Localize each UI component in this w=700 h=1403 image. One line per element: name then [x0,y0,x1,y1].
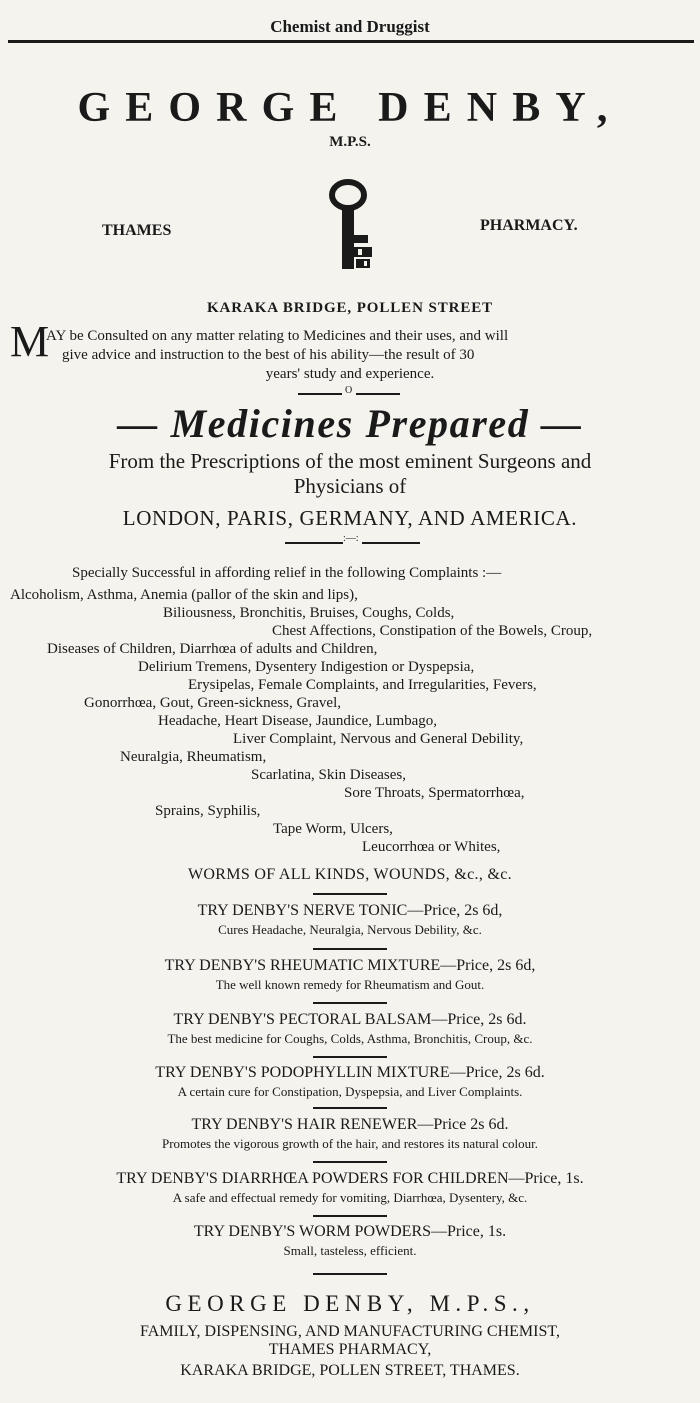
product-rule [313,1107,387,1109]
product-description: The well known remedy for Rheumatism and Gout. [215,977,485,992]
product-rule [313,948,387,950]
product-description: Cures Headache, Neuralgia, Nervous Debility, &c. [218,922,482,937]
product-title: TRY DENBY'S WORM POWDERS—Price, 1s. [193,1223,507,1240]
complaint-line: Sore Throats, Spermatorrhœa, [344,785,525,801]
product-title: TRY DENBY'S RHEUMATIC MIXTURE—Price, 2s 6d, [164,957,536,974]
product-description: A certain cure for Constipation, Dyspepsia, and Liver Complaints. [177,1084,523,1099]
product-description: Small, tasteless, efficient. [283,1243,417,1258]
headline-line-1: From the Prescriptions of the most eminent Surgeons and [108,449,592,473]
footer-line-1: FAMILY, DISPENSING, AND MANUFACTURING CHEMIST, [140,1323,560,1340]
header-rule [8,40,694,43]
complaint-line: Diseases of Children, Diarrhœa of adults and Children, [47,641,378,657]
footer-name: GEORGE DENBY, M.P.S., [165,1291,535,1316]
complaint-line: Sprains, Syphilis, [155,803,261,819]
complaint-line: Leucorrhœa or Whites, [362,839,501,855]
product-rule [313,893,387,895]
complaint-line: Erysipelas, Female Complaints, and Irregularities, Fevers, [188,677,537,693]
complaint-line: Liver Complaint, Nervous and General Debility, [233,731,524,747]
headline-separator-right [362,542,420,544]
product-title: TRY DENBY'S DIARRHŒA POWDERS FOR CHILDREN—Price, 1s. [116,1170,584,1187]
complaint-line: Chest Affections, Constipation of the Bowels, Croup, [272,623,593,639]
intro-separator-left [298,393,342,395]
product-rule [313,1161,387,1163]
intro-line-3: years' study and experience. [265,366,435,382]
complaint-line: Tape Worm, Ulcers, [273,821,393,837]
footer-line-3: KARAKA BRIDGE, POLLEN STREET, THAMES. [180,1362,520,1379]
masthead-address: KARAKA BRIDGE, POLLEN STREET [206,300,494,316]
complaints-closing: WORMS OF ALL KINDS, WOUNDS, &c., &c. [188,866,512,883]
intro-separator-mark: O [345,385,353,396]
product-description: A safe and effectual remedy for vomiting, Diarrhœa, Dysentery, &c. [172,1190,528,1205]
complaint-line: Headache, Heart Disease, Jaundice, Lumbago, [158,713,438,729]
masthead-right-label: PHARMACY. [480,217,578,234]
complaint-line: Neuralgia, Rheumatism, [120,749,267,765]
headline-separator-mark: :—: [343,533,359,544]
footer-rule [313,1273,387,1275]
complaint-line: Alcoholism, Asthma, Anemia (pallor of the skin and lips), [10,587,358,603]
masthead-qualification: M.P.S. [329,134,371,150]
product-rule [313,1002,387,1004]
intro-separator-right [356,393,400,395]
product-rule [313,1056,387,1058]
complaint-line: Biliousness, Bronchitis, Bruises, Coughs, Colds, [163,605,455,621]
headline-places: LONDON, PARIS, GERMANY, AND AMERICA. [122,506,578,530]
masthead-name: GEORGE DENBY, [77,85,623,131]
product-title: TRY DENBY'S PECTORAL BALSAM—Price, 2s 6d. [173,1011,527,1028]
headline-separator-left [285,542,343,544]
complaint-line: Gonorrhœa, Gout, Green-sickness, Gravel, [84,695,342,711]
product-title: TRY DENBY'S NERVE TONIC—Price, 2s 6d, [197,902,503,919]
masthead-left-label: THAMES [102,222,172,239]
product-title: TRY DENBY'S PODOPHYLLIN MIXTURE—Price, 2s 6d. [155,1064,545,1081]
headline-title: — Medicines Prepared — [117,401,583,446]
complaints-intro: Specially Successful in affording relief in the following Complaints :— [72,565,502,581]
section-title: Chemist and Druggist [270,17,430,36]
key-icon [326,175,376,275]
footer-line-2: THAMES PHARMACY, [268,1341,432,1358]
complaint-line: Scarlatina, Skin Diseases, [251,767,406,783]
headline-line-2: Physicians of [293,474,407,498]
product-rule [313,1215,387,1217]
intro-line-2: give advice and instruction to the best of his ability—the result of 30 [62,347,475,363]
product-description: The best medicine for Coughs, Colds, Asthma, Bronchitis, Croup, &c. [167,1031,533,1046]
product-description: Promotes the vigorous growth of the hair, and restores its natural colour. [161,1136,539,1151]
intro-dropcap: M [10,317,50,366]
intro-line-1: AY be Consulted on any matter relating to Medicines and their uses, and will [46,328,509,344]
complaint-line: Delirium Tremens, Dysentery Indigestion or Dyspepsia, [138,659,475,675]
product-title: TRY DENBY'S HAIR RENEWER—Price 2s 6d. [191,1116,509,1133]
